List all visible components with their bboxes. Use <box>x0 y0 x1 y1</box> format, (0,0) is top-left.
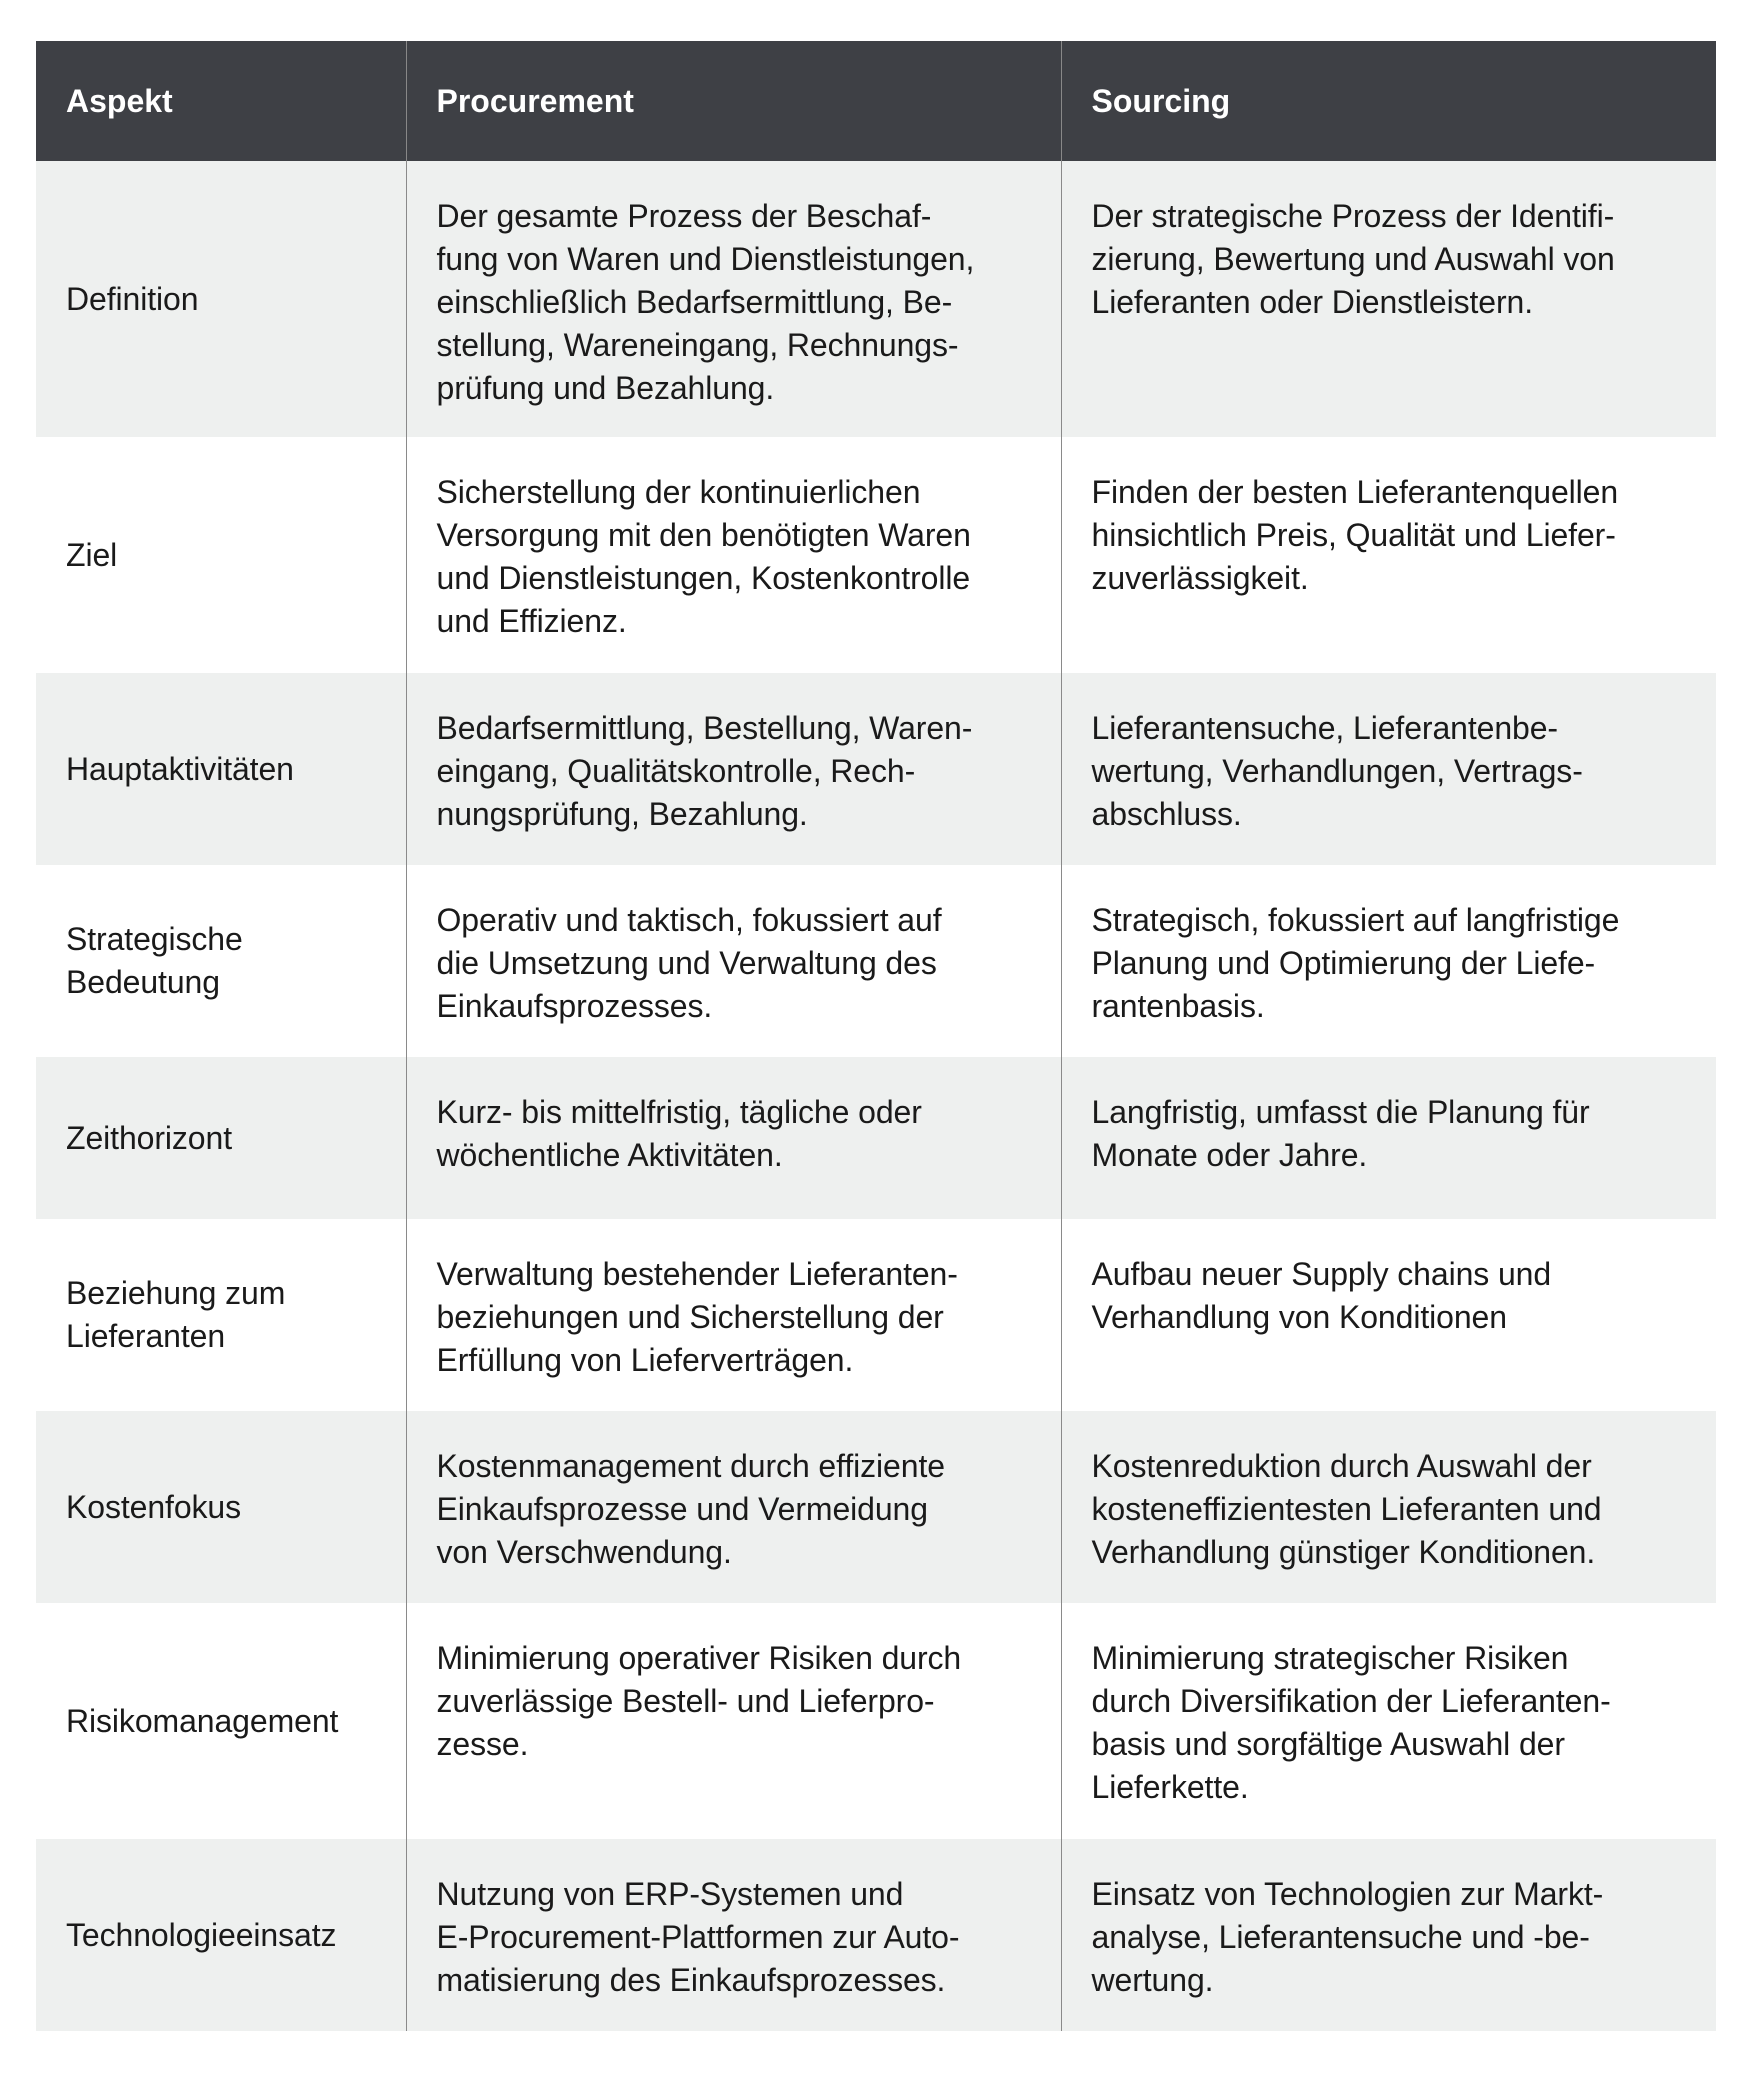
table-row <box>36 161 1716 437</box>
header-aspekt: Aspekt <box>36 41 406 161</box>
comparison-table <box>36 41 1716 2031</box>
sourcing-cell: Langfristig, umfasst die Planung für Monate oder Jahre. <box>1061 1057 1716 1219</box>
aspect-cell: Definition <box>36 161 406 437</box>
procurement-cell: Sicherstellung der kontinuierlichen Versorgung mit den benötigten Waren und Dienstleistungen, Kostenkontrolle und Effizienz. <box>406 437 1061 673</box>
table-row <box>36 673 1716 865</box>
sourcing-cell: Strategisch, fokussiert auf langfristige Planung und Optimierung der Liefe- rantenbasis. <box>1061 865 1716 1057</box>
table-row <box>36 437 1716 673</box>
aspect-cell: Kostenfokus <box>36 1411 406 1603</box>
table-header-row <box>36 41 1716 161</box>
procurement-cell: Verwaltung bestehender Lieferanten- beziehungen und Sicherstellung der Erfüllung von Lieferverträgen. <box>406 1219 1061 1411</box>
procurement-cell: Minimierung operativer Risiken durch zuverlässige Bestell- und Lieferpro- zesse. <box>406 1603 1061 1839</box>
aspect-cell: Beziehung zum Lieferanten <box>36 1219 406 1411</box>
procurement-cell: Kostenmanagement durch effiziente Einkaufsprozesse und Vermeidung von Verschwendung. <box>406 1411 1061 1603</box>
procurement-cell: Kurz- bis mittelfristig, tägliche oder wöchentliche Aktivitäten. <box>406 1057 1061 1219</box>
table-row <box>36 1603 1716 1839</box>
aspect-cell: Zeithorizont <box>36 1057 406 1219</box>
sourcing-cell: Minimierung strategischer Risiken durch Diversifikation der Lieferanten- basis und sorgfältige Auswahl der Lieferkette. <box>1061 1603 1716 1839</box>
sourcing-cell: Einsatz von Technologien zur Markt- analyse, Lieferantensuche und -be- wertung. <box>1061 1839 1716 2031</box>
procurement-cell: Bedarfsermittlung, Bestellung, Waren- eingang, Qualitätskontrolle, Rech- nungsprüfung, Bezahlung. <box>406 673 1061 865</box>
procurement-cell: Der gesamte Prozess der Beschaf- fung von Waren und Dienstleistungen, einschließlich Bedarfsermittlung, Be- stellung, Wareneingang, Rechnungs- prüfung und Bezahlung. <box>406 161 1061 437</box>
aspect-cell: Strategische Bedeutung <box>36 865 406 1057</box>
table-row <box>36 1057 1716 1219</box>
table-row <box>36 1411 1716 1603</box>
sourcing-cell: Lieferantensuche, Lieferantenbe- wertung, Verhandlungen, Vertrags- abschluss. <box>1061 673 1716 865</box>
sourcing-cell: Aufbau neuer Supply chains und Verhandlung von Konditionen <box>1061 1219 1716 1411</box>
sourcing-cell: Kostenreduktion durch Auswahl der kosteneffizientesten Lieferanten und Verhandlung günstiger Konditionen. <box>1061 1411 1716 1603</box>
procurement-cell: Operativ und taktisch, fokussiert auf die Umsetzung und Verwaltung des Einkaufsprozesses. <box>406 865 1061 1057</box>
header-sourcing: Sourcing <box>1061 41 1716 161</box>
aspect-cell: Ziel <box>36 437 406 673</box>
procurement-cell: Nutzung von ERP-Systemen und E-Procurement-Plattformen zur Auto- matisierung des Einkaufsprozesses. <box>406 1839 1061 2031</box>
aspect-cell: Hauptaktivitäten <box>36 673 406 865</box>
sourcing-cell: Finden der besten Lieferantenquellen hinsichtlich Preis, Qualität und Liefer- zuverlässigkeit. <box>1061 437 1716 673</box>
sourcing-cell: Der strategische Prozess der Identifi- zierung, Bewertung und Auswahl von Lieferanten oder Dienstleistern. <box>1061 161 1716 437</box>
table-row <box>36 1839 1716 2031</box>
table-row <box>36 1219 1716 1411</box>
header-procurement: Procurement <box>406 41 1061 161</box>
table-row <box>36 865 1716 1057</box>
aspect-cell: Risikomanagement <box>36 1603 406 1839</box>
aspect-cell: Technologieeinsatz <box>36 1839 406 2031</box>
